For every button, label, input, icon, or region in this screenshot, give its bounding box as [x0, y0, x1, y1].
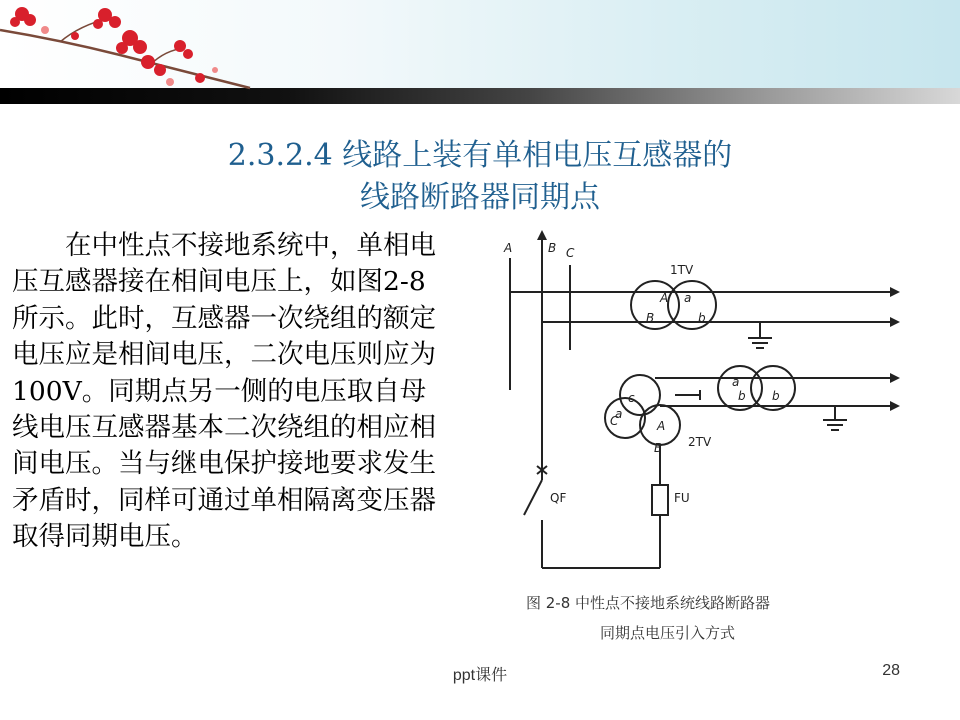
coil-b-label: b: [698, 311, 706, 325]
coil-a-label: a: [684, 291, 692, 305]
figure-caption-line1: 图 2-8 中性点不接地系统线路断路器: [526, 594, 771, 612]
coil-A2-label: A: [657, 419, 666, 433]
coil-c-label: c: [628, 391, 635, 405]
circuit-diagram: [460, 230, 950, 650]
fu-label: FU: [674, 491, 690, 505]
page-number: 28: [882, 662, 900, 679]
figure-caption-line2: 同期点电压引入方式: [600, 624, 736, 642]
slide-title-line2: 线路断路器同期点: [360, 180, 600, 215]
slide-header: [0, 0, 960, 104]
phase-b-label: B: [548, 241, 557, 255]
coil-b4-label: b: [772, 389, 780, 403]
plum-blossom-decoration: [0, 0, 300, 100]
coil-C-label: C: [610, 414, 619, 428]
slide-title-line1: 2.3.2.4 线路上装有单相电压互感器的: [227, 138, 733, 173]
phase-c-label: C: [566, 246, 575, 260]
coil-B2-label: B: [654, 441, 663, 455]
footer-label: ppt课件: [452, 667, 508, 684]
coil-B-label: B: [646, 311, 655, 325]
tv2-label: 2TV: [688, 435, 712, 449]
coil-A-label: A: [660, 291, 669, 305]
coil-a3-label: a: [732, 375, 740, 389]
tv1-label: 1TV: [670, 263, 694, 277]
coil-a2-label: a: [615, 407, 623, 421]
circuit-figure: [460, 230, 950, 650]
body-text: [12, 228, 452, 556]
phase-a-label: A: [504, 241, 513, 255]
qf-label: QF: [550, 491, 567, 505]
coil-b3-label: b: [738, 389, 746, 403]
body-paragraph: 在中性点不接地系统中，单相电压互感器接在相间电压上，如图2-8所示。此时，互感器一次绕组的额定电压应是相间电压，二次电压则应为100V。同期点另一侧的电压取自母线电压互感器基本二次绕组的相应相间电压。当与继电保护接地要求发生矛盾时，同样可通过单相隔离变压器取得同期电压。: [12, 230, 436, 553]
